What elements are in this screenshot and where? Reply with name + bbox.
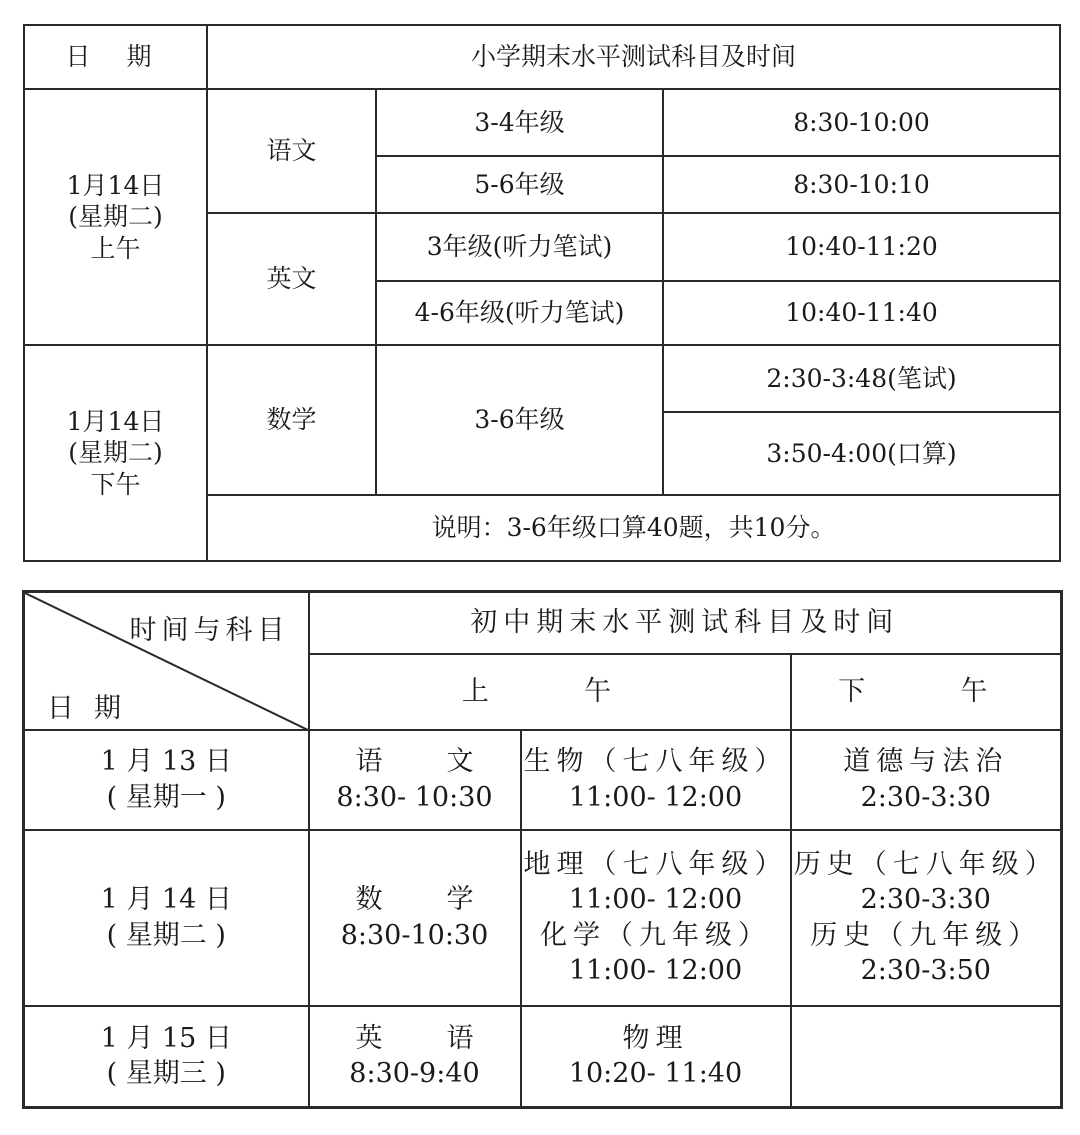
exam-time: 10:20- 11:40 bbox=[568, 1058, 743, 1090]
exam-time: 11:00- 12:00 bbox=[568, 781, 743, 813]
am-date-weekday: (星期二) bbox=[68, 202, 163, 232]
chinese-subject: 语文 bbox=[266, 136, 317, 166]
am-header bbox=[309, 654, 791, 730]
time-text: 8:30-10:10 bbox=[793, 169, 930, 199]
subject-char: 学 bbox=[446, 884, 474, 916]
am-second-exam-cell bbox=[521, 1006, 791, 1108]
time-text: 10:40-11:40 bbox=[785, 298, 938, 328]
am-date-period: 上午 bbox=[90, 233, 141, 263]
exam-subject: 物理 bbox=[622, 1023, 689, 1055]
day-date: 1 月 13 日 bbox=[100, 746, 232, 778]
exam-time: 11:00- 12:00 bbox=[568, 884, 743, 916]
math-grade: 3-6年级 bbox=[474, 405, 565, 435]
time-cell bbox=[663, 281, 1060, 345]
pm-date-day: 1月14日 bbox=[66, 407, 165, 437]
pm-exam-cell bbox=[791, 730, 1062, 830]
exam-time: 8:30- 10:30 bbox=[336, 781, 493, 813]
time-cell bbox=[663, 89, 1060, 156]
exam-time: 2:30-3:30 bbox=[860, 884, 991, 916]
day-date-cell bbox=[24, 830, 309, 1006]
subject-char: 数 bbox=[355, 884, 383, 916]
grade-cell bbox=[376, 213, 663, 281]
primary-title-text: 小学期末水平测试科目及时间 bbox=[471, 42, 797, 72]
pm-date-cell bbox=[24, 345, 207, 561]
primary-exam-table bbox=[23, 24, 1061, 562]
subject-char: 英 bbox=[355, 1023, 383, 1055]
pm-date-weekday: (星期二) bbox=[68, 438, 163, 468]
middle-table-title bbox=[309, 592, 1062, 654]
note-cell bbox=[207, 495, 1060, 561]
day-date: 1 月 14 日 bbox=[100, 884, 232, 916]
math-oral-time: 3:50-4:00(口算) bbox=[766, 438, 957, 468]
time-text: 8:30-10:00 bbox=[793, 107, 930, 137]
grade-cell bbox=[376, 89, 663, 156]
exam-time: 2:30-3:50 bbox=[860, 954, 991, 986]
exam-subject: 历史（九年级） bbox=[810, 919, 1042, 951]
subject-char: 语 bbox=[446, 1023, 474, 1055]
primary-table-title bbox=[207, 25, 1060, 89]
chinese-subject-cell bbox=[207, 89, 376, 213]
math-subject-cell bbox=[207, 345, 376, 495]
english-subject-cell bbox=[207, 213, 376, 345]
exam-time: 2:30-3:30 bbox=[860, 781, 991, 813]
pm-header-text: 下 午 bbox=[838, 675, 1014, 707]
am-first-exam-cell bbox=[309, 730, 521, 830]
exam-time: 8:30-9:40 bbox=[349, 1058, 480, 1090]
day-date-cell bbox=[24, 1006, 309, 1108]
pm-header bbox=[791, 654, 1062, 730]
corner-top-label: 时间与科目 bbox=[129, 615, 290, 646]
math-grade-cell bbox=[376, 345, 663, 495]
grade-cell bbox=[376, 156, 663, 213]
day-weekday: ( 星期三 ) bbox=[106, 1058, 226, 1090]
pm-exam-cell bbox=[791, 830, 1062, 1006]
exam-subject: 化学（九年级） bbox=[540, 919, 771, 951]
grade-text: 3-4年级 bbox=[474, 107, 565, 137]
exam-time: 11:00- 12:00 bbox=[568, 954, 743, 986]
grade-cell bbox=[376, 281, 663, 345]
pm-exam-cell-empty bbox=[791, 1006, 1062, 1108]
day-weekday: ( 星期二 ) bbox=[106, 919, 226, 951]
am-first-exam-cell bbox=[309, 830, 521, 1006]
pm-date-period: 下午 bbox=[90, 469, 141, 499]
time-text: 10:40-11:20 bbox=[785, 232, 938, 262]
am-second-exam-cell bbox=[521, 730, 791, 830]
corner-bottom-label: 日期 bbox=[47, 693, 141, 725]
time-cell bbox=[663, 213, 1060, 281]
note-text: 说明：3-6年级口算40题，共10分。 bbox=[431, 513, 836, 543]
day-date: 1 月 15 日 bbox=[100, 1023, 232, 1055]
exam-subject: 生物（七八年级） bbox=[523, 746, 788, 778]
day-date-cell bbox=[24, 730, 309, 830]
subject-char: 语 bbox=[355, 746, 383, 778]
am-header-text: 上 午 bbox=[461, 675, 638, 707]
exam-subject: 道德与法治 bbox=[843, 746, 1009, 778]
math-written-time: 2:30-3:48(笔试) bbox=[766, 363, 957, 393]
am-first-exam-cell bbox=[309, 1006, 521, 1108]
am-date-day: 1月14日 bbox=[66, 171, 165, 201]
grade-text: 3年级(听力笔试) bbox=[426, 232, 613, 262]
day-weekday: ( 星期一 ) bbox=[106, 781, 226, 813]
exam-subject: 地理（七八年级） bbox=[523, 849, 788, 881]
date-header bbox=[24, 25, 207, 89]
am-date-cell bbox=[24, 89, 207, 345]
middle-school-exam-table bbox=[22, 590, 1063, 1109]
math-oral-time-cell bbox=[663, 412, 1060, 495]
english-subject: 英文 bbox=[266, 264, 317, 294]
math-subject: 数学 bbox=[266, 405, 317, 435]
corner-header-cell bbox=[24, 592, 309, 730]
math-written-time-cell bbox=[663, 345, 1060, 412]
time-cell bbox=[663, 156, 1060, 213]
am-second-exam-cell bbox=[521, 830, 791, 1006]
exam-time: 8:30-10:30 bbox=[340, 919, 489, 951]
middle-title-text: 初中期末水平测试科目及时间 bbox=[470, 607, 900, 639]
exam-subject: 历史（七八年级） bbox=[793, 849, 1058, 881]
grade-text: 5-6年级 bbox=[474, 169, 565, 199]
grade-text: 4-6年级(听力笔试) bbox=[414, 298, 625, 328]
date-header-text: 日 期 bbox=[65, 42, 166, 72]
subject-char: 文 bbox=[446, 746, 474, 778]
